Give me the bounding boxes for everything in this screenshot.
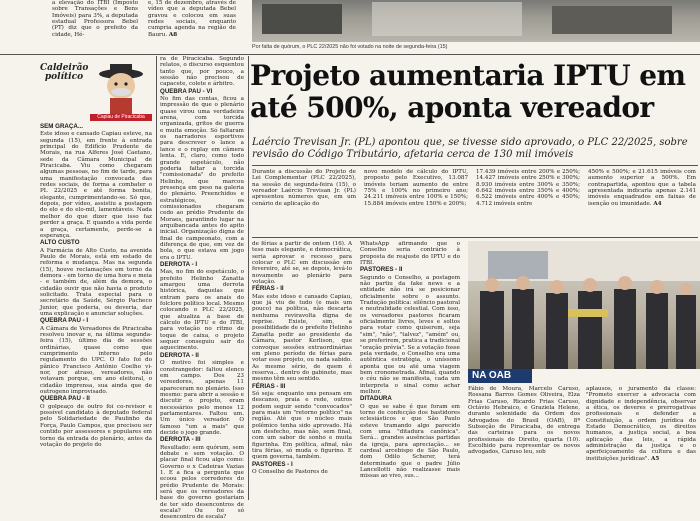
- lower-col-b: WhatsApp afirmando que o Conselho seria contrário à proposta de reajuste do IPTU e do ITBI. PASTORES - II Segundo o Conselho, a postagem não partiu da fake news e a entidade não irá se posicionar oficialmente sobre o assunto. Tradução política: silêncio pastoral e neutralidade celestial. Com isso, os vereadores pastores ficaram oficialmente livres, leves e soltos para votar como quiserem, seja "sim", "não", "talvez", "amém" ou, se preferirem, pratica a tradicional "oração prévia". Se a votação fosse pela verdade, o Conselho era uma autêntica estratégia, o uníssono aponta que ou até uma viagem bem cronometrada. Afinal, quando o céu não se manifesta, cada um interpreta o sinal como achar melhor. DITADURA O que se sabe é que foram em torno de confecção dos bastidores eclesiásticos e que São Paulo esteve tramando algo parecido com uma "ditadura canônica". Será... grandes ausências partidas da igreja, para apreciação... se cardeal arcebispo de São Paulo, dom Odilo Scherer, terá determinado que o padre Júlio Lancellotti não realizasse mais missas ao vivo, sus...: [360, 241, 460, 480]
- article-col-2: novo modelo de cálculo do IPTU, proposto pelo Executivo, 13.087 imóveis teriam aumento de entre 75% e 100% no primeiro ano; 24.211 imóveis entre 100% e 150%; 15.884 imóveis entre 150% e 200%;: [364, 169, 468, 207]
- top-mid-text: e, 15 de dezembro, através de vídeo que a deputada Bebel gravou e colocou em suas redes sociais, enquanto cumpria agenda na região de Bauru. A8: [148, 0, 236, 38]
- subhead-pastores-1: PASTORES - I: [252, 460, 293, 468]
- subhead-ditadura: DITADURA: [360, 395, 392, 403]
- subhead-quebra-pau-2: QUEBRA PAU - II: [40, 395, 90, 403]
- subhead-alto-custo: ALTO CUSTO: [40, 239, 80, 247]
- article-col-1: Durante a discussão do Projeto de Lei Complementar (PLC 22/2025), na sessão de segunda-feira (15), o vereador Laércio Trevisan Jr. (PL) apresentou números que, em um cenário de aplicação do: [252, 169, 356, 207]
- top-photo: [252, 0, 700, 42]
- middle-column: ra de Piracicaba. Segundo relatos, o discurso esquentou tanto que, por pouco, a sessão não precisou de capacete, colete e árbitro. QUEBRA PAU - VI No fim das contas, ficou a impressão de que o plenário quase virou uma verdadeira arena, com torcida organizada, gritos de guerra e muita emoção. Só faltaram os narradores esportivos para descrever o lance a lance e o replay em câmera lenta. E, claro, como todo grande espetáculo, não poderia faltar a torcida "comissionada" do prefeito Helinho, que marcou presença em peso na galeria do plenário. Preenchidos e estratégicos, os comissionados chegaram cedo ao prédio Prudente de Moraes, garantindo lugar na arquibancada antes do apito inicial. Organização digna de final de campeonato, com a diferença de que, em vez de bola, o que estava em jogo era o IPTU. DERROTA - I Mas, no fim do espetáculo, o prefeito Helinho Zanatta amargou uma derrota histórica, daquelas que entram para os anais do folclore político local. Mesmo colocando o PLC 22/2025, que atualiza a base de cálculo do IPTU e do ITBI, para votação no ritmo de toque de caixa, o projeto sequer conseguiu sair do aquecimento. DERROTA - II O motivo foi simples e constrangedor: faltou elenco em campo. Dos 23 vereedores, apenas 11 apareceram no plenário. Isso mesmo: para abrir a sessão e discutir o projeto, eram necessários pelo menos 12 parlamentares. Faltou um. Um único vereador. O famoso "um a mais" que decide o jogo grande. DERROTA - III Resultado: sem quórum, sem debate e sem votação. O placar final ficou algo como: Governo o x Cadeiras Vazias 1. E a fica a pergunta que ecoou pelos corredores do prédio Prudente de Morais: será que os vereadores da base do governo gostariam de ter sido desencontros de escala? Ou foi só desencontro de escala?: [160, 56, 244, 521]
- lower-col-a: de férias a partir de ontem (16). A tese mais elegante, e democrática, seria aprovar e recesso para colocar o PLC em discussão em fevereiro, até se, se depois, levá-lo novamente ao plenário para votação. FÉRIAS - II Mas este idoso e cansado Capiau, que já viu de tudo (e mais um pouco) na política, não descarta nenhuma reviravolta digna de reprise. Existe, sim, a possibilidade de o prefeito Helinho Zanatta pedir ao presidente da Câmara, pastor Kerlison, que convoque sessões extraordinárias em pleno período de férias para votar esse projeto, ou nada sabido. As mesmo sério, de quem é reserva... dentro do gabinete, mas mesmo têm seu sentido. FÉRIAS - III Só seja: enquanto uns pensam em descanso, praia e rede, outros podem seguir sendo "convocados" para mais um "retorno político" na região. Até que o núcleo mais polêmico tenha sido aprovado. Há um desfecho, mas não, sem final, com um sabor de sonho e muita figurinha. Em política, afinal, não tira férias, só muda o figurino. E quem governa, também. PASTORES - I O Conselho de Pastores de: [252, 241, 352, 476]
- headline-line-2: até 500%, aponta vereador: [250, 91, 654, 124]
- photo-caption: Por falta de quórum, o PLC 22/2025 não foi votado na noite de segunda-feira (15): [252, 44, 448, 50]
- caldeirao-box: [40, 62, 152, 120]
- subhead-quebra-pau-1: QUEBRA PAU - I: [40, 317, 89, 325]
- deck: Laércio Trevisan Jr. (PL) apontou que, se tivesse sido aprovado, o PLC 22/2025, sobre revisão do Código Tributário, afetaria cerca de 130 mil imóveis: [252, 137, 688, 160]
- oab-label: NA OAB: [468, 369, 532, 383]
- caldeirao-byline: Capiau de Piracicaba: [90, 114, 152, 121]
- headline: [250, 60, 700, 124]
- page-ref: A8: [168, 31, 178, 38]
- article-col-3: 17.439 imóveis entre 200% e 250%; 14.427 imóveis entre 250% e 300%; 8.930 imóveis entre 300% e 350%; 6.642 imóveis entre 350% e 400%; 6.522 imóveis entre 400% e 450%; 4.712 imóveis entre: [476, 169, 580, 207]
- left-column: [40, 124, 152, 500]
- alto-custo-text: A Farmácia de Alto Custo, na avenida Paulo de Morais, está em estado de reforma e mudança. Mas na segunda (15), houve reclamações em torno da demora - em torno de uma hora e meia - e também de, além da demora, o cidadão ouvir que não havia o produto solicitado. Trata especial para o secretário da Saúde, Sérgio Pacheco Junior, que poderia, ou deveria, dar uma explicação e anunciar soluções.: [40, 247, 152, 317]
- oab-col-2: aplausos, o juramento da classe: "Prometo exercer a advocacia com dignidade e independência, observar a ética, os deveres e prerrogativas profissionais e defender a Constituição, a ordem jurídica do Estado Democrático, os direitos humanos, a justiça social, a boa aplicação das leis, a rápida administração da justiça e o aperfeiçoamento da cultura e das instituições jurídicas". A5: [586, 386, 696, 462]
- caldeirao-title: Caldeirão político: [40, 63, 89, 82]
- subhead-pastores-2: PASTORES - II: [360, 266, 403, 274]
- article-col-4: 450% e 500%; e 21.615 imóveis com aumento superior a 500%. Em contrapartida, apontou que a tabela apresentada indicaria apenas 2.141 imóveis enquadrados em faixas de isenção ou imunidade. A4: [588, 169, 696, 207]
- subhead-derrota-1: DERROTA - I: [160, 261, 198, 268]
- quebra-pau-1-text: A Câmara de Vereadores de Piracicaba resolveu inovar e, na última segunda-feira (15), último dia de sessões ordinárias, quase como que cumprimento interno pelo regulamento do UPC. O fato foi do pânico Francisco Antônio Coelho vi- nor, por atraso, vereadores, não votavam porque, em ano eleitoral, o cidadão imprensa, sua ainda que de outrogeno improvisado.: [40, 325, 152, 396]
- sem-graca-text: Este idoso e cansado Capiau esteve, na segunda (15), em frente à entrada principal do Edifício Prudente de Morais, na rua Alferes José Caetano, sede da Câmara Municipal de Piracicaba. Viu como chegaram algumas pessoas, no fim de tarde, para uma manifestação convocada das redes sociais, de forma a combater o PL 22/2025 e até forma bonita, elegante, cumprimentando-se. Só que, depois, por vídeo, assistiu a postagem do elo e do elo-mil, lamentáveis. Nada melhor do que dizer que isso faz perder a graça. E quando a vida perde a graça, certamente, perde-se a esperança.: [40, 131, 152, 239]
- subhead-derrota-2: DERROTA - II: [160, 351, 199, 359]
- subhead-sem-graca: SEM GRAÇA...: [40, 123, 83, 130]
- oab-photo: [468, 241, 700, 369]
- oab-col-1: Fábio de Moura, Marcelo Caruso, Rossana Barros Gomes Oliveira, Elza Frias Caruso, Ricardo Frias Caruso, Octávio Hebraico, e Graziela Helene, durante solenidade da Ordem dos Advogados do Brasil (OAB), 8ª Subseção de Piracicaba, de entrega das carteiras para os novos profissionais do Direito, quarta (10). Escolhido para representar os novos advogados, Caruso leu, sob: [468, 386, 580, 456]
- caricature-illustration: [88, 62, 152, 114]
- quebra-pau-2-text: O golpeaço de outro foi co-revisor e possível candidato à deputado federal pelo Solidariedade de Paulinho da Força, Paulo Campos, que precisou ser contido por assessores e populares em torno da entrada do plenário, antes da votação do projeto do: [40, 403, 152, 448]
- subhead-derrota-3: DERROTA - III: [160, 436, 201, 444]
- subhead-ferias-3: FÉRIAS - III: [252, 382, 286, 390]
- headline-line-1: Projeto aumentaria IPTU em: [250, 59, 686, 92]
- top-left-text: a elevação do ITBI (Imposto sobre Transações e Bens Imóveis) para 3%, a deputada estadual Professora Bebel (PT) diz que o prefeito da cidade, Hé-: [52, 0, 138, 38]
- subhead-ferias-2: FÉRIAS - II: [252, 285, 284, 293]
- subhead-quebra-pau-6: QUEBRA PAU - VI: [160, 87, 213, 95]
